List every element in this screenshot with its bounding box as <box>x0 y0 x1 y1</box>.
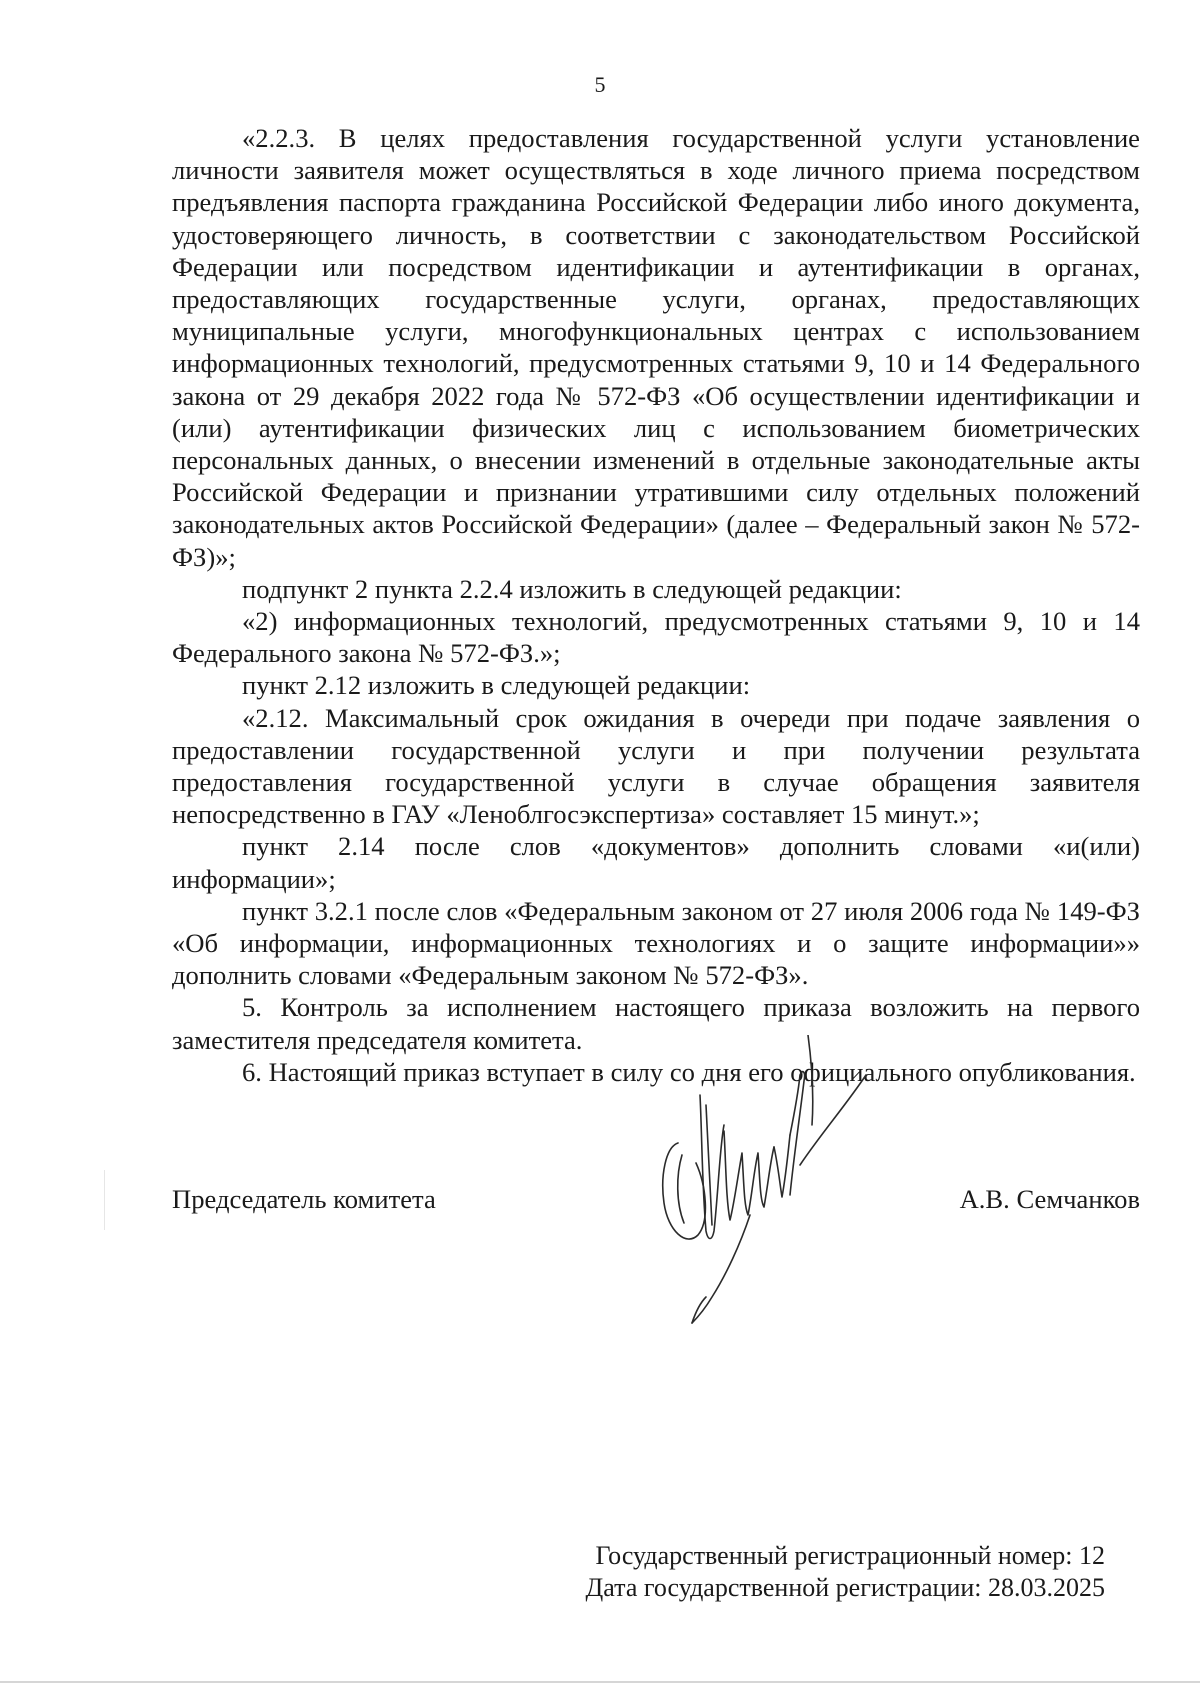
handwritten-signature-icon <box>640 1035 920 1355</box>
paragraph-item-2-12-text: «2.12. Максимальный срок ожидания в очереди при подаче заявления о предоставлении государственной услуги и при получении результата предоставления государственной услуги в случае обращения заявителя непосредственно в ГАУ «Леноблгосэкспертиза» составляет 15 минут.»; <box>172 702 1140 830</box>
paragraph-control: 5. Контроль за исполнением настоящего приказа возложить на первого заместителя председателя комитета. <box>172 992 1140 1055</box>
paragraph-subitem-2-2-4-text: «2) информационных технологий, предусмотренных статьями 9, 10 и 14 Федерального закона № 572-ФЗ.»; <box>172 606 1140 669</box>
page-number: 5 <box>594 72 606 97</box>
paragraph-item-2-12-intro: пункт 2.12 изложить в следующей редакции: <box>242 670 751 701</box>
bottom-edge-rule <box>0 1681 1200 1683</box>
registration-date: Дата государственной регистрации: 28.03.2025 <box>585 1573 1105 1602</box>
paragraph-2-2-3: «2.2.3. В целях предоставления государственной услуги установление личности заявителя может осуществляться в ходе личного приема посредством предъявления паспорта гражданина Российской Федерации либо иного документа, удостоверяющего личность, в соответствии с законодательством Российской Федерации или посредством идентификации и аутентификации в органах, предоставляющих государственные услуги, органах, предоставляющих муниципальные услуги, многофункциональных центрах с использованием информационных технологий, предусмотренных статьями 9, 10 и 14 Федерального закона от 29 декабря 2022 года № 572-ФЗ «Об осуществлении идентификации и (или) аутентификации физических лиц с использованием биометрических персональных данных, о внесении изменений в отдельные законодательные акты Российской Федерации и признании утратившими силу отдельных положений законодательных актов Российской Федерации» (далее – Федеральный закон № 572-ФЗ)»; <box>172 123 1140 572</box>
signatory-position: Председатель комитета <box>172 1184 436 1214</box>
paragraph-subitem-2-2-4-intro: подпункт 2 пункта 2.2.4 изложить в следующей редакции: <box>242 573 902 604</box>
paragraph-effective-date: 6. Настоящий приказ вступает в силу со дня его официального опубликования. <box>242 1056 1136 1087</box>
document-body <box>172 122 1140 1088</box>
registration-number: Государственный регистрационный номер: 12 <box>595 1541 1105 1570</box>
paragraph-item-2-14: пункт 2.14 после слов «документов» дополнить словами «и(или) информации»; <box>172 831 1140 894</box>
scan-margin-artifact <box>104 1170 105 1230</box>
registration-block <box>586 1540 1105 1604</box>
signatory-name: А.В. Семчанков <box>959 1184 1140 1214</box>
paragraph-item-3-2-1: пункт 3.2.1 после слов «Федеральным законом от 27 июля 2006 года № 149-ФЗ «Об информации, информационных технологиях и о защите информации»» дополнить словами «Федеральным законом № 572-ФЗ». <box>172 895 1140 991</box>
